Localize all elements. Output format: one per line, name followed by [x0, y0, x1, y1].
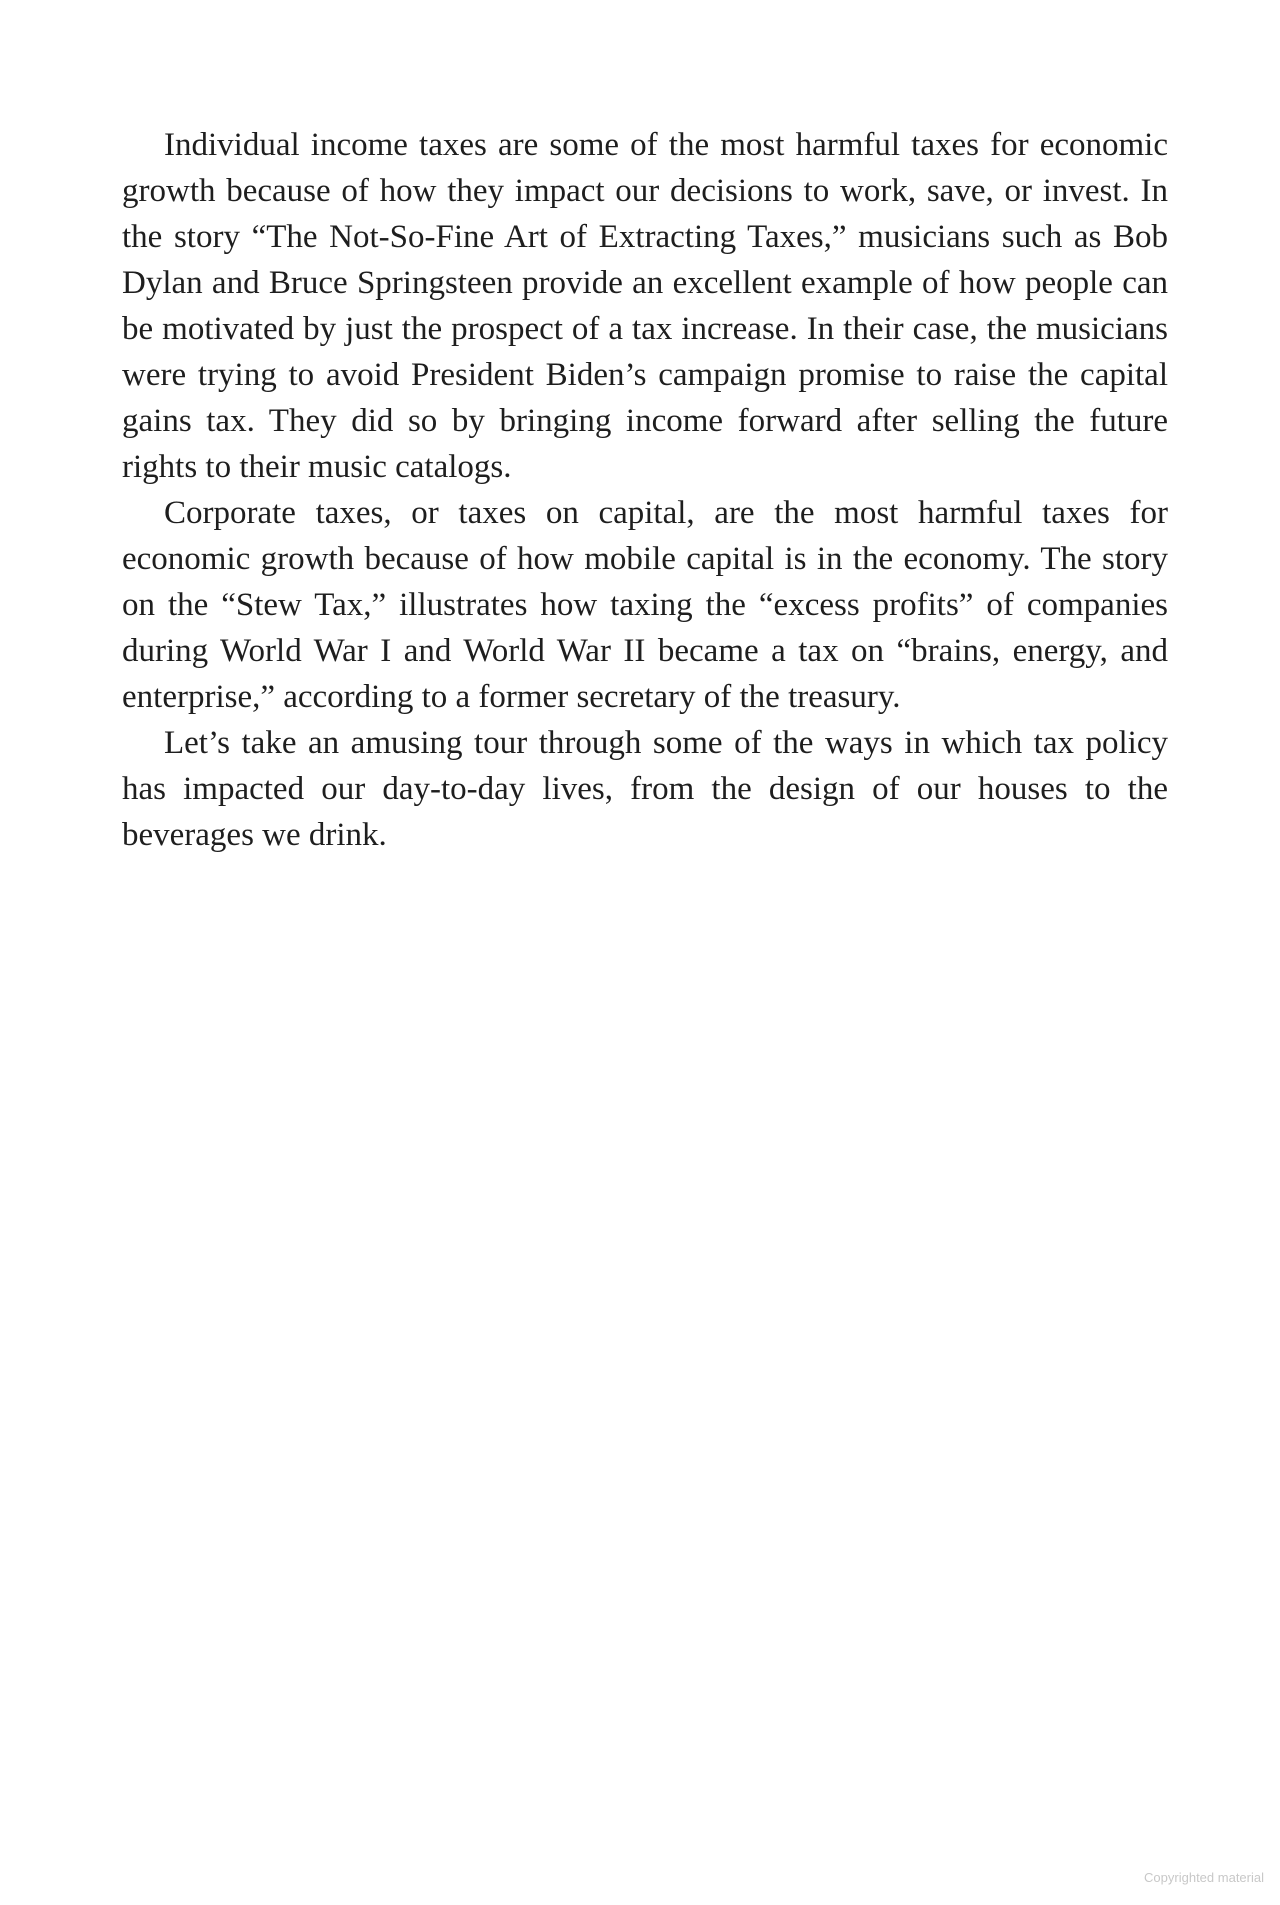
paragraph-tax-policy-tour: Let’s take an amusing tour through some of the ways in which tax policy has impacted our day-to-day lives, from the design of our houses to the beverages we drink. — [122, 725, 1168, 853]
copyright-watermark: Copyrighted material — [1144, 1870, 1264, 1885]
book-page-body — [122, 122, 1168, 858]
paragraph-individual-income-taxes: Individual income taxes are some of the most harmful taxes for economic growth because of how they impact our decisions to work, save, or invest. In the story “The Not-So-Fine Art of Extracting Taxes,” musicians such as Bob Dylan and Bruce Springsteen provide an excellent example of how people can be motivated by just the prospect of a tax increase. In their case, the musicians were trying to avoid President Biden’s campaign promise to raise the capital gains tax. They did so by bringing income forward after selling the future rights to their music catalogs. — [122, 127, 1168, 485]
paragraph-corporate-taxes: Corporate taxes, or taxes on capital, are the most harmful taxes for economic growth because of how mobile capital is in the economy. The story on the “Stew Tax,” illustrates how taxing the “excess profits” of companies during World War I and World War II became a tax on “brains, energy, and enterprise,” according to a former secretary of the treasury. — [122, 495, 1168, 715]
